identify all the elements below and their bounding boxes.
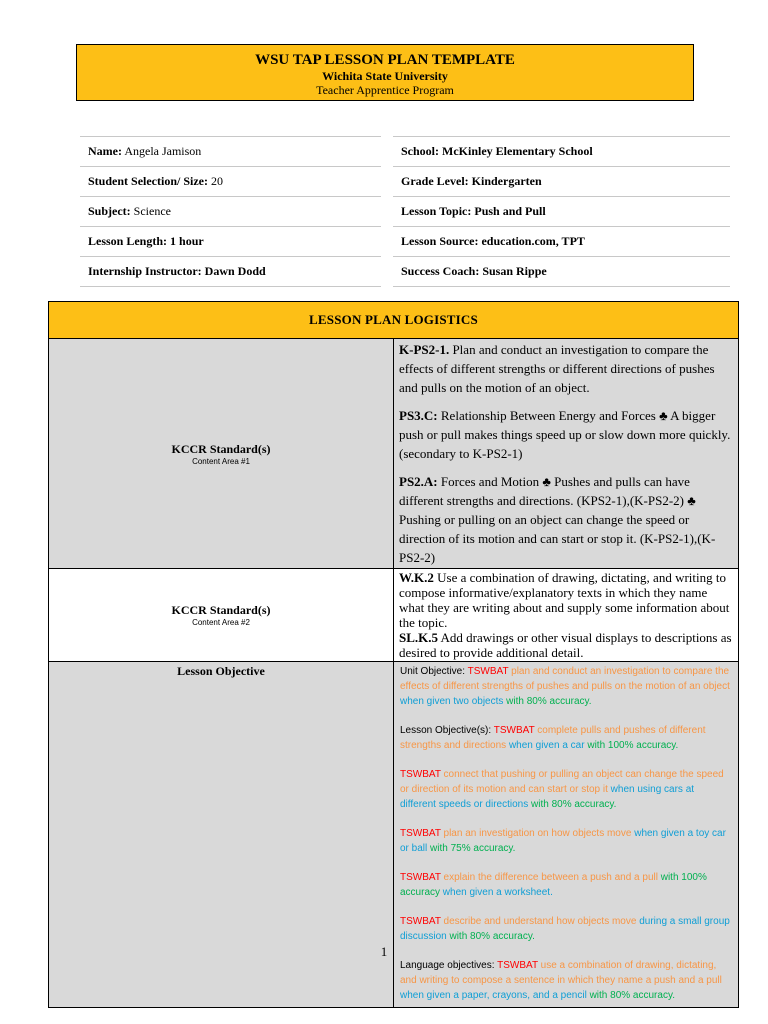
kccr1-label: KCCR Standard(s) — [171, 441, 271, 456]
column-gap — [381, 137, 393, 167]
objective-criteria: with 100% accuracy. — [584, 740, 679, 751]
standards-content-1 — [394, 339, 739, 569]
standard-code: SL.K.5 — [399, 630, 439, 645]
standard-code: PS3.C: — [399, 408, 438, 423]
objective-criteria: with 80% accuracy. — [528, 799, 617, 810]
name-label: Name: — [88, 144, 122, 158]
column-gap — [381, 167, 393, 197]
objective-condition: when given two objects — [400, 696, 504, 707]
info-row — [80, 227, 730, 257]
standard-slk5 — [395, 630, 737, 660]
students-value: 20 — [208, 174, 223, 188]
objective-item — [400, 914, 732, 944]
objective-behavior: complete pulls and pushes of different strengths and directions — [400, 725, 706, 751]
objective-criteria: with 75% accuracy. — [427, 843, 516, 854]
objective-condition: when given a car — [506, 740, 585, 751]
objective-condition: when given a paper, crayons, and a pencil — [400, 990, 587, 1001]
tswbat: TSWBAT — [400, 828, 441, 839]
standard-code: PS2.A: — [399, 474, 438, 489]
topic-cell — [393, 197, 730, 227]
lesson-objective — [400, 723, 732, 753]
info-row — [80, 167, 730, 197]
instructor-label: Internship Instructor: Dawn Dodd — [88, 264, 266, 278]
language-objective — [400, 958, 732, 1003]
column-gap — [381, 257, 393, 287]
school-label: School: McKinley Elementary School — [401, 144, 593, 158]
program-name: Teacher Apprentice Program — [316, 83, 454, 97]
students-label: Student Selection/ Size: — [88, 174, 208, 188]
kccr2-label: KCCR Standard(s) — [171, 603, 271, 617]
teacher-info-table — [80, 136, 730, 287]
objective-condition: when using cars at different speeds or directions — [400, 784, 695, 810]
standard-kps2-1 — [395, 340, 737, 397]
objective-behavior: use a combination of drawing, dictating, and writing to compose a sentence in which they name a push and a pull — [400, 960, 722, 986]
source-label: Lesson Source: education.com, TPT — [401, 234, 585, 248]
standard-text: Plan and conduct an investigation to compare the effects of different strengths or different directions of pushes and pulls on the motion of an object. — [399, 342, 715, 395]
objective-label: Unit Objective: — [400, 666, 468, 677]
objective-label: Language objectives: — [400, 960, 498, 971]
standard-ps3c — [395, 406, 737, 463]
objective-behavior: connect that pushing or pulling an object can change the speed or direction of its motion and can start or stop it — [400, 769, 724, 795]
standard-code: K-PS2-1. — [399, 342, 450, 357]
subject-label: Subject: — [88, 204, 131, 218]
length-label: Lesson Length: 1 hour — [88, 234, 204, 248]
kccr1-sublabel: Content Area #1 — [192, 456, 250, 466]
objective-item — [400, 870, 732, 900]
objective-criteria: with 80% accuracy. — [446, 931, 535, 942]
subject-value: Science — [130, 204, 171, 218]
objective-condition: during a small group discussion — [400, 916, 730, 942]
objective-criteria: with 100% accuracy — [400, 872, 707, 898]
info-row — [80, 137, 730, 167]
logistics-table — [48, 301, 739, 1008]
standard-text: Add drawings or other visual displays to descriptions as desired to provide additional detail. — [399, 630, 732, 660]
standard-text: Forces and Motion ♣ Pushes and pulls can have different strengths and directions. (KPS2-1),(K-PS2-2) ♣ Pushing or pulling on an object can change the speed or direction of its motion and can start or stop it. (K-PS2-1),(K-PS2-2) — [399, 474, 716, 565]
logistics-heading: LESSON PLAN LOGISTICS — [49, 302, 739, 339]
column-gap — [381, 227, 393, 257]
objective-condition: when given a worksheet. — [440, 887, 553, 898]
lesson-objective-label: Lesson Objective — [177, 664, 265, 678]
grade-label: Grade Level: Kindergarten — [401, 174, 542, 188]
objective-behavior: explain the difference between a push and a pull — [440, 872, 658, 883]
template-title: WSU TAP LESSON PLAN TEMPLATE — [255, 52, 515, 68]
standard-text: Relationship Between Energy and Forces ♣ A bigger push or pull makes things speed up or slow down more quickly. (secondary to K-PS2-1) — [399, 408, 731, 461]
unit-objective — [400, 664, 732, 709]
kccr-standard-2-label — [49, 569, 394, 662]
topic-label: Lesson Topic: Push and Pull — [401, 204, 546, 218]
objective-behavior: describe and understand how objects move — [440, 916, 637, 927]
length-cell — [80, 227, 381, 257]
coach-cell — [393, 257, 730, 287]
instructor-cell — [80, 257, 381, 287]
objective-condition: when given a toy car or ball — [400, 828, 726, 854]
standard-wk2 — [395, 570, 737, 630]
info-row — [80, 197, 730, 227]
subject-cell — [80, 197, 381, 227]
university-name: Wichita State University — [322, 69, 448, 83]
standards-content-2 — [394, 569, 739, 662]
name-cell — [80, 137, 381, 167]
students-cell — [80, 167, 381, 197]
objective-behavior: plan and conduct an investigation to compare the effects of different strengths of pushes and pulls on the motion of an object — [400, 666, 730, 692]
standard-text: Use a combination of drawing, dictating, and writing to compose informative/explanatory texts in which they name what they are writing about and supply some information about the topic. — [399, 570, 730, 630]
objective-criteria: with 80% accuracy. — [586, 990, 675, 1001]
kccr2-sublabel: Content Area #2 — [192, 618, 250, 627]
info-row — [80, 257, 730, 287]
kccr-standard-1-label — [49, 339, 394, 569]
page-number: 1 — [380, 944, 388, 959]
school-cell — [393, 137, 730, 167]
grade-cell — [393, 167, 730, 197]
objective-item — [400, 767, 732, 812]
objective-behavior: plan an investigation on how objects move — [440, 828, 632, 839]
tswbat: TSWBAT — [400, 872, 441, 883]
column-gap — [381, 197, 393, 227]
objective-label: Lesson Objective(s): — [400, 725, 494, 736]
source-cell — [393, 227, 730, 257]
objective-criteria: with 80% accuracy. — [503, 696, 592, 707]
tswbat: TSWBAT — [493, 725, 535, 736]
objective-item — [400, 826, 732, 856]
name-value: Angela Jamison — [121, 144, 202, 158]
standard-ps2a — [395, 472, 737, 567]
coach-label: Success Coach: Susan Rippe — [401, 264, 547, 278]
tswbat: TSWBAT — [400, 769, 441, 780]
standard-code: W.K.2 — [399, 570, 434, 585]
tswbat: TSWBAT — [400, 916, 441, 927]
tswbat: TSWBAT — [497, 960, 538, 971]
template-header — [76, 44, 694, 101]
tswbat: TSWBAT — [467, 666, 509, 677]
